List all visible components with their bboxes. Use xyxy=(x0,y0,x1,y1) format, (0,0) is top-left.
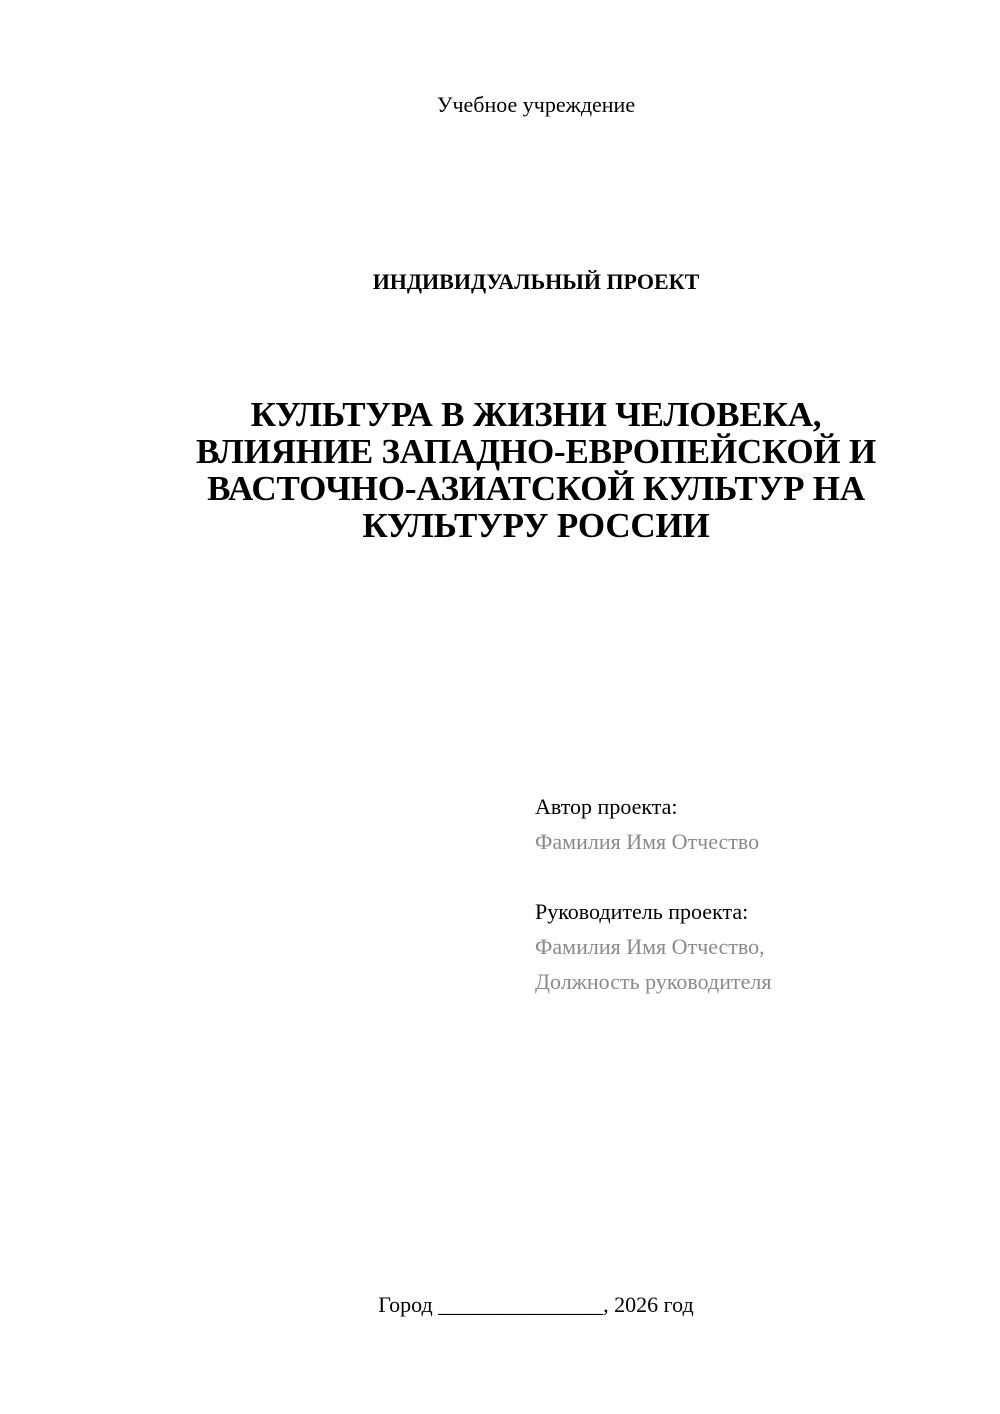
title-line: КУЛЬТУРА В ЖИЗНИ ЧЕЛОВЕКА, xyxy=(250,395,822,434)
project-info-block xyxy=(535,789,975,999)
project-title xyxy=(130,396,942,544)
title-line: КУЛЬТУРУ РОССИИ xyxy=(362,506,710,545)
supervisor-name: Фамилия Имя Отчество, xyxy=(535,934,765,959)
title-line: ВЛИЯНИЕ ЗАПАДНО-ЕВРОПЕЙСКОЙ И xyxy=(196,432,876,471)
city-year-line: Город _______________, 2026 год xyxy=(378,1292,694,1317)
title-line: ВАСТОЧНО-АЗИАТСКОЙ КУЛЬТУР НА xyxy=(207,469,865,508)
supervisor-label: Руководитель проекта: xyxy=(535,899,749,924)
supervisor-position: Должность руководителя xyxy=(535,969,772,994)
document-type: ИНДИВИДУАЛЬНЫЙ ПРОЕКТ xyxy=(372,269,700,294)
author-label: Автор проекта: xyxy=(535,794,678,819)
info-spacer xyxy=(535,859,975,894)
author-name: Фамилия Имя Отчество xyxy=(535,829,760,854)
institution-name: Учебное учреждение xyxy=(436,92,636,117)
